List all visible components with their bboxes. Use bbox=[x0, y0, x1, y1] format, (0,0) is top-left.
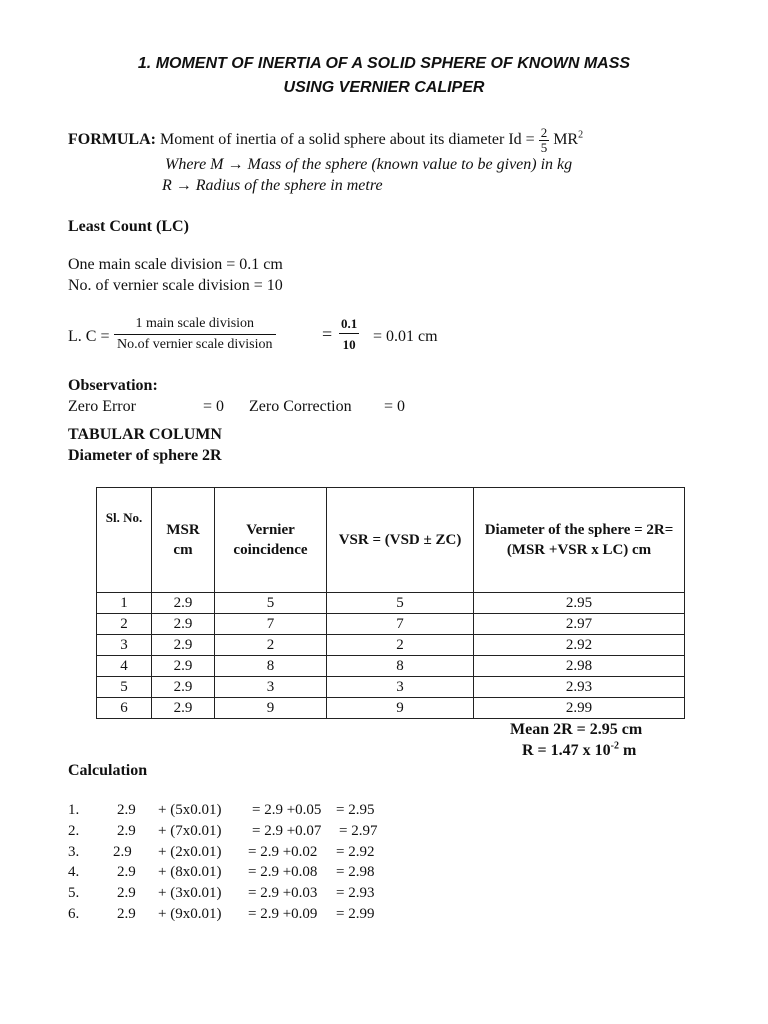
calc-term: + (5x0.01) bbox=[158, 802, 222, 818]
cell-msr: 2.9 bbox=[152, 698, 215, 719]
tabular-subheading: Diameter of sphere 2R bbox=[68, 447, 222, 464]
cell-sl-no: 2 bbox=[97, 614, 152, 635]
radius-result bbox=[522, 742, 636, 760]
formula-where-m: Where M → Mass of the sphere (known value to be given) in kg bbox=[165, 156, 573, 173]
cell-diameter: 2.95 bbox=[474, 593, 685, 614]
calc-msr: 2.9 bbox=[113, 844, 132, 860]
calc-number: 3. bbox=[68, 844, 80, 860]
cell-vernier-coincidence: 2 bbox=[215, 635, 327, 656]
radius-exponent: -2 bbox=[610, 740, 620, 752]
calc-term: + (2x0.01) bbox=[158, 844, 222, 860]
cell-msr: 2.9 bbox=[152, 614, 215, 635]
cell-sl-no: 4 bbox=[97, 656, 152, 677]
calc-result: = 2.97 bbox=[339, 823, 378, 839]
formula-fraction bbox=[539, 126, 550, 154]
cell-vsr: 5 bbox=[327, 593, 474, 614]
calc-term: + (3x0.01) bbox=[158, 885, 222, 901]
calc-term: + (7x0.01) bbox=[158, 823, 222, 839]
cell-diameter: 2.98 bbox=[474, 656, 685, 677]
lc-fraction-value bbox=[339, 317, 359, 351]
lc-fraction-box bbox=[114, 317, 276, 352]
calc-term: + (8x0.01) bbox=[158, 864, 222, 880]
least-count-heading: Least Count (LC) bbox=[68, 218, 189, 235]
calc-step: = 2.9 +0.07 bbox=[252, 823, 322, 839]
calc-result: = 2.95 bbox=[336, 802, 375, 818]
cell-msr: 2.9 bbox=[152, 677, 215, 698]
cell-diameter: 2.99 bbox=[474, 698, 685, 719]
formula-fraction-denominator: 5 bbox=[540, 139, 548, 155]
cell-msr: 2.9 bbox=[152, 635, 215, 656]
page-title-line2: USING VERNIER CALIPER bbox=[283, 79, 485, 96]
cell-msr: 2.9 bbox=[152, 593, 215, 614]
calc-msr: 2.9 bbox=[117, 885, 136, 901]
calc-step: = 2.9 +0.02 bbox=[248, 844, 318, 860]
header-diameter: Diameter of the sphere = 2R= (MSR +VSR x LC) cm bbox=[474, 488, 685, 593]
page-title-line1: 1. MOMENT OF INERTIA OF A SOLID SPHERE OF KNOWN MASS bbox=[137, 55, 631, 72]
mean-diameter: Mean 2R = 2.95 cm bbox=[510, 721, 643, 738]
lc-equals: = bbox=[322, 324, 333, 344]
calc-number: 1. bbox=[68, 802, 80, 818]
calc-result: = 2.99 bbox=[336, 906, 375, 922]
cell-sl-no: 6 bbox=[97, 698, 152, 719]
tabular-heading: TABULAR COLUMN bbox=[68, 426, 222, 443]
table-header-row bbox=[97, 488, 685, 593]
formula-where-r: R → Radius of the sphere in metre bbox=[162, 177, 383, 194]
table-row bbox=[97, 698, 685, 719]
cell-msr: 2.9 bbox=[152, 656, 215, 677]
calc-step: = 2.9 +0.09 bbox=[248, 906, 318, 922]
cell-vsr: 3 bbox=[327, 677, 474, 698]
header-vsr: VSR = (VSD ± ZC) bbox=[327, 488, 474, 593]
cell-vernier-coincidence: 5 bbox=[215, 593, 327, 614]
calc-step: = 2.9 +0.05 bbox=[252, 802, 322, 818]
cell-vsr: 9 bbox=[327, 698, 474, 719]
observation-heading: Observation: bbox=[68, 377, 158, 394]
cell-vernier-coincidence: 7 bbox=[215, 614, 327, 635]
zero-correction-value: = 0 bbox=[384, 398, 406, 415]
calc-number: 2. bbox=[68, 823, 80, 839]
lc-fraction-numerator: 1 main scale division bbox=[114, 317, 276, 335]
lc-value-numerator: 0.1 bbox=[339, 317, 359, 334]
zero-correction-label: Zero Correction bbox=[249, 398, 352, 415]
cell-vsr: 7 bbox=[327, 614, 474, 635]
header-msr: MSR cm bbox=[152, 488, 215, 593]
calc-term: + (9x0.01) bbox=[158, 906, 222, 922]
cell-sl-no: 3 bbox=[97, 635, 152, 656]
table-row bbox=[97, 677, 685, 698]
cell-diameter: 2.97 bbox=[474, 614, 685, 635]
cell-vsr: 2 bbox=[327, 635, 474, 656]
lc-fraction bbox=[114, 317, 276, 352]
cell-sl-no: 1 bbox=[97, 593, 152, 614]
observation-table bbox=[96, 487, 685, 719]
formula-line bbox=[68, 122, 583, 158]
calc-step: = 2.9 +0.03 bbox=[248, 885, 318, 901]
calc-msr: 2.9 bbox=[117, 802, 136, 818]
calc-number: 4. bbox=[68, 864, 80, 880]
cell-vernier-coincidence: 9 bbox=[215, 698, 327, 719]
cell-diameter: 2.92 bbox=[474, 635, 685, 656]
radius-unit: m bbox=[619, 742, 637, 759]
formula-mr-exponent: 2 bbox=[578, 129, 584, 141]
cell-vernier-coincidence: 3 bbox=[215, 677, 327, 698]
header-sl-no: Sl. No. bbox=[97, 488, 152, 593]
calc-step: = 2.9 +0.08 bbox=[248, 864, 318, 880]
header-vernier-coincidence: Vernier coincidence bbox=[215, 488, 327, 593]
vernier-scale-division: No. of vernier scale division = 10 bbox=[68, 277, 283, 294]
calc-result: = 2.98 bbox=[336, 864, 375, 880]
formula-fraction-numerator: 2 bbox=[540, 125, 548, 141]
radius-value: R = 1.47 x 10 bbox=[522, 742, 611, 759]
calc-result: = 2.93 bbox=[336, 885, 375, 901]
table-row bbox=[97, 656, 685, 677]
formula-label: FORMULA: bbox=[68, 131, 156, 148]
lc-value-box bbox=[339, 317, 359, 351]
cell-vsr: 8 bbox=[327, 656, 474, 677]
lc-result: = 0.01 cm bbox=[373, 328, 438, 345]
main-scale-division: One main scale division = 0.1 cm bbox=[68, 256, 283, 273]
calc-msr: 2.9 bbox=[117, 906, 136, 922]
cell-vernier-coincidence: 8 bbox=[215, 656, 327, 677]
lc-fraction-denominator: No.of vernier scale division bbox=[117, 336, 273, 352]
calc-number: 5. bbox=[68, 885, 80, 901]
table-row bbox=[97, 614, 685, 635]
table-row bbox=[97, 593, 685, 614]
calculation-heading: Calculation bbox=[68, 762, 148, 779]
lc-label: L. C = bbox=[68, 328, 110, 345]
table-row bbox=[97, 635, 685, 656]
formula-text: Moment of inertia of a solid sphere about its diameter Id = bbox=[159, 131, 535, 148]
zero-error-label: Zero Error bbox=[68, 398, 136, 415]
calc-result: = 2.92 bbox=[336, 844, 375, 860]
cell-diameter: 2.93 bbox=[474, 677, 685, 698]
calc-msr: 2.9 bbox=[117, 823, 136, 839]
calc-number: 6. bbox=[68, 906, 80, 922]
lc-value-denominator: 10 bbox=[342, 336, 356, 352]
cell-sl-no: 5 bbox=[97, 677, 152, 698]
formula-mr: MR bbox=[553, 131, 579, 148]
zero-error-value: = 0 bbox=[203, 398, 225, 415]
calc-msr: 2.9 bbox=[117, 864, 136, 880]
